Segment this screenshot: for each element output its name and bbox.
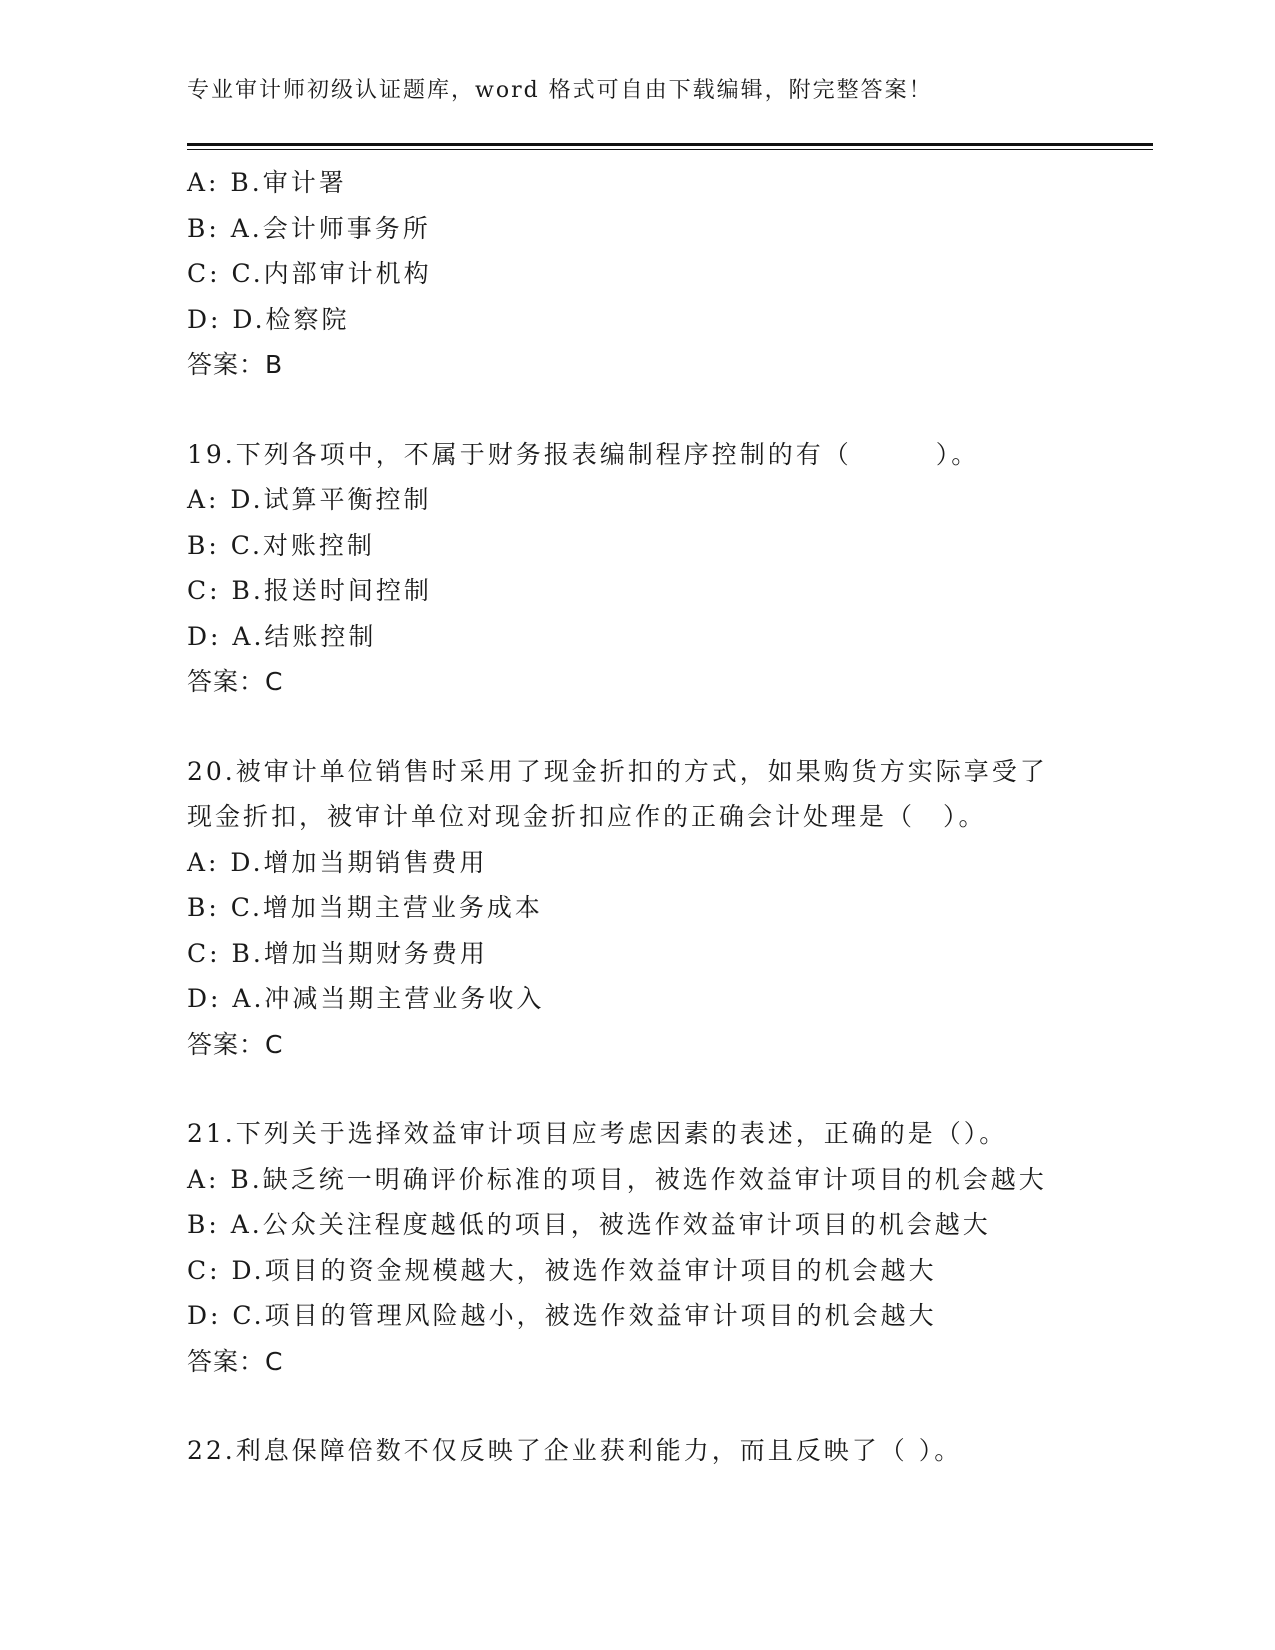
header-divider-thick bbox=[187, 143, 1153, 146]
question-22 bbox=[187, 1428, 1107, 1474]
answer-line: 答案：C bbox=[187, 1029, 284, 1059]
question-list bbox=[187, 160, 1107, 1474]
answer-line: 答案：C bbox=[187, 1346, 284, 1376]
question-stem: 21.下列关于选择效益审计项目应考虑因素的表述，正确的是（）。 bbox=[187, 1119, 1008, 1148]
option-c: C: B.增加当期财务费用 bbox=[187, 938, 488, 968]
question-stem: 22.利息保障倍数不仅反映了企业获利能力，而且反映了（ ）。 bbox=[187, 1436, 963, 1465]
spacer bbox=[187, 1384, 1107, 1428]
question-19 bbox=[187, 432, 1107, 705]
answer-line: 答案：C bbox=[187, 667, 284, 696]
option-c: C: B.报送时间控制 bbox=[187, 576, 432, 605]
option-c: C: D.项目的资金规模越大，被选作效益审计项目的机会越大 bbox=[187, 1255, 937, 1285]
option-b: B: A.会计师事务所 bbox=[187, 213, 431, 243]
option-a: A: B.审计署 bbox=[187, 168, 347, 197]
question-20 bbox=[187, 749, 1107, 1068]
option-b: B: A.公众关注程度越低的项目，被选作效益审计项目的机会越大 bbox=[187, 1210, 991, 1239]
option-c: C: C.内部审计机构 bbox=[187, 259, 432, 288]
question-stem-line-1: 20.被审计单位销售时采用了现金折扣的方式，如果购货方实际享受了 bbox=[187, 756, 1048, 786]
question-stem-line-2: 现金折扣，被审计单位对现金折扣应作的正确会计处理是（ ）。 bbox=[187, 802, 987, 831]
option-a: A: D.试算平衡控制 bbox=[187, 485, 432, 514]
page-header: 专业审计师初级认证题库，word 格式可自由下载编辑，附完整答案！ bbox=[187, 78, 933, 103]
option-a: A: D.增加当期销售费用 bbox=[187, 847, 488, 877]
question-18 bbox=[187, 160, 1107, 388]
spacer bbox=[187, 388, 1107, 432]
question-21 bbox=[187, 1111, 1107, 1384]
option-d: D: D.检察院 bbox=[187, 304, 350, 334]
header-divider-thin bbox=[187, 149, 1153, 150]
option-b: B: C.增加当期主营业务成本 bbox=[187, 893, 543, 922]
spacer bbox=[187, 705, 1107, 749]
option-a: A: B.缺乏统一明确评价标准的项目，被选作效益审计项目的机会越大 bbox=[187, 1164, 1047, 1194]
option-d: D: A.冲减当期主营业务收入 bbox=[187, 984, 545, 1013]
option-d: D: A.结账控制 bbox=[187, 621, 377, 651]
option-b: B: C.对账控制 bbox=[187, 530, 375, 560]
answer-line: 答案：B bbox=[187, 350, 284, 379]
question-stem: 19.下列各项中，不属于财务报表编制程序控制的有（ ）。 bbox=[187, 439, 980, 469]
option-d: D: C.项目的管理风险越小，被选作效益审计项目的机会越大 bbox=[187, 1301, 937, 1330]
spacer bbox=[187, 1067, 1107, 1111]
